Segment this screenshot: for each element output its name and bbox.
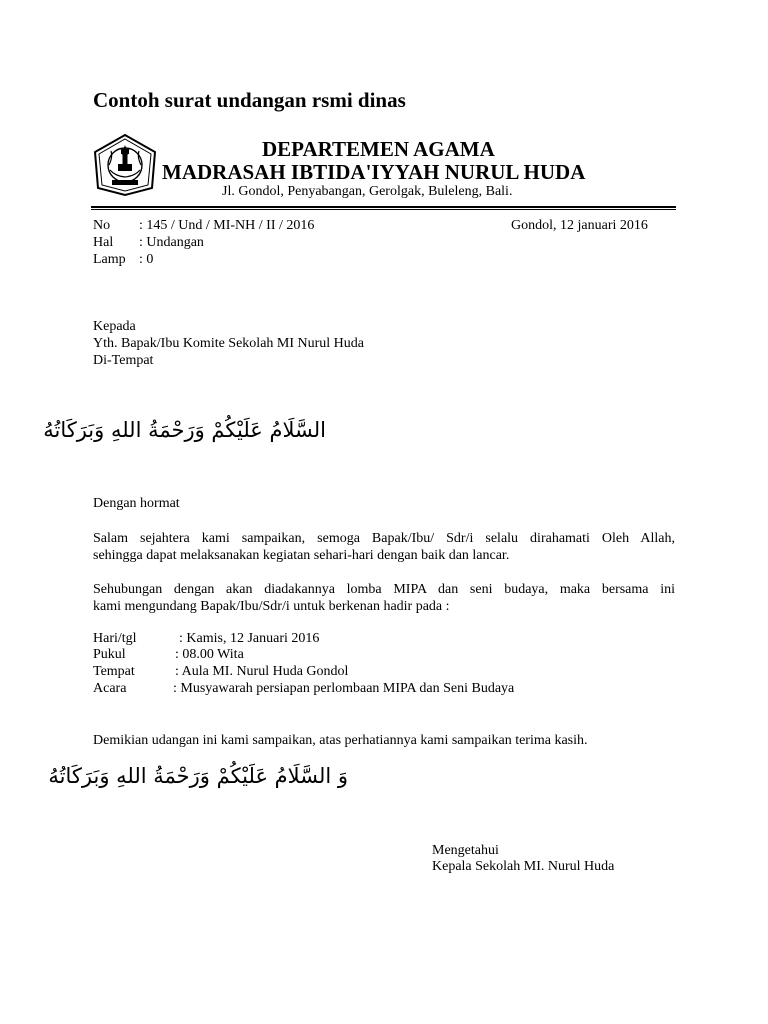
letter-number-value: : 145 / Und / MI-NH / II / 2016 bbox=[139, 218, 315, 233]
paragraph-greeting bbox=[93, 530, 675, 564]
event-time-label: Pukul bbox=[93, 647, 126, 662]
paragraph-invitation-line1: Sehubungan dengan akan diadakannya lomba MIPA dan seni budaya, maka bersama ini bbox=[93, 582, 675, 597]
event-place-value: : Aula MI. Nurul Huda Gondol bbox=[175, 664, 349, 679]
salutation: Dengan hormat bbox=[93, 496, 180, 511]
event-place-label: Tempat bbox=[93, 664, 135, 679]
letterhead-school-name: MADRASAH IBTIDA'IYYAH NURUL HUDA bbox=[162, 160, 586, 184]
event-agenda-label: Acara bbox=[93, 681, 127, 696]
paragraph-greeting-line1: Salam sejahtera kami sampaikan, semoga Bapak/Ibu/ Sdr/i selalu dirahamati Oleh Allah, bbox=[93, 531, 675, 546]
event-day-label: Hari/tgl bbox=[93, 631, 137, 646]
subject-value: : Undangan bbox=[139, 235, 204, 250]
recipient-place: Di-Tempat bbox=[93, 353, 154, 368]
subject-label: Hal bbox=[93, 235, 114, 250]
paragraph-invitation-line2: kami mengundang Bapak/Ibu/Sdr/i untuk berkenan hadir pada : bbox=[93, 599, 450, 614]
paragraph-greeting-line2: sehingga dapat melaksanakan kegiatan sehari-hari dengan baik dan lancar. bbox=[93, 548, 510, 563]
signature-acknowledged: Mengetahui bbox=[432, 843, 499, 858]
letterhead-divider-thick bbox=[91, 206, 676, 208]
place-date: Gondol, 12 januari 2016 bbox=[511, 218, 648, 233]
letter-number-label: No bbox=[93, 218, 111, 233]
attachment-value: : 0 bbox=[139, 252, 154, 267]
closing-sentence: Demikian udangan ini kami sampaikan, atas perhatiannya kami sampaikan terima kasih. bbox=[93, 733, 588, 748]
attachment-label: Lamp bbox=[93, 252, 126, 267]
paragraph-invitation bbox=[93, 581, 675, 615]
letterhead-department: DEPARTEMEN AGAMA bbox=[262, 137, 495, 161]
event-day-value: : Kamis, 12 Januari 2016 bbox=[179, 631, 320, 646]
recipient-name: Yth. Bapak/Ibu Komite Sekolah MI Nurul Huda bbox=[93, 336, 365, 351]
ministry-emblem-logo bbox=[92, 132, 158, 198]
letterhead-address: Jl. Gondol, Penyabangan, Gerolgak, Buleleng, Bali. bbox=[222, 184, 513, 199]
page-title: Contoh surat undangan rsmi dinas bbox=[93, 88, 406, 112]
event-time-value: : 08.00 Wita bbox=[175, 647, 244, 662]
closing-salam-arabic: وَ السَّلَامُ عَلَيْكُمْ وَرَحْمَةُ اللهِ وَبَرَكَاتُهُ bbox=[48, 764, 348, 788]
recipient-to: Kepada bbox=[93, 319, 136, 334]
letterhead-divider-thin bbox=[91, 209, 676, 210]
opening-salam-arabic: السَّلَامُ عَلَيْكُمْ وَرَحْمَةُ اللهِ وَبَرَكَاتُهُ bbox=[43, 418, 326, 442]
event-agenda-value: : Musyawarah persiapan perlombaan MIPA dan Seni Budaya bbox=[173, 681, 515, 696]
signature-title: Kepala Sekolah MI. Nurul Huda bbox=[432, 859, 615, 874]
